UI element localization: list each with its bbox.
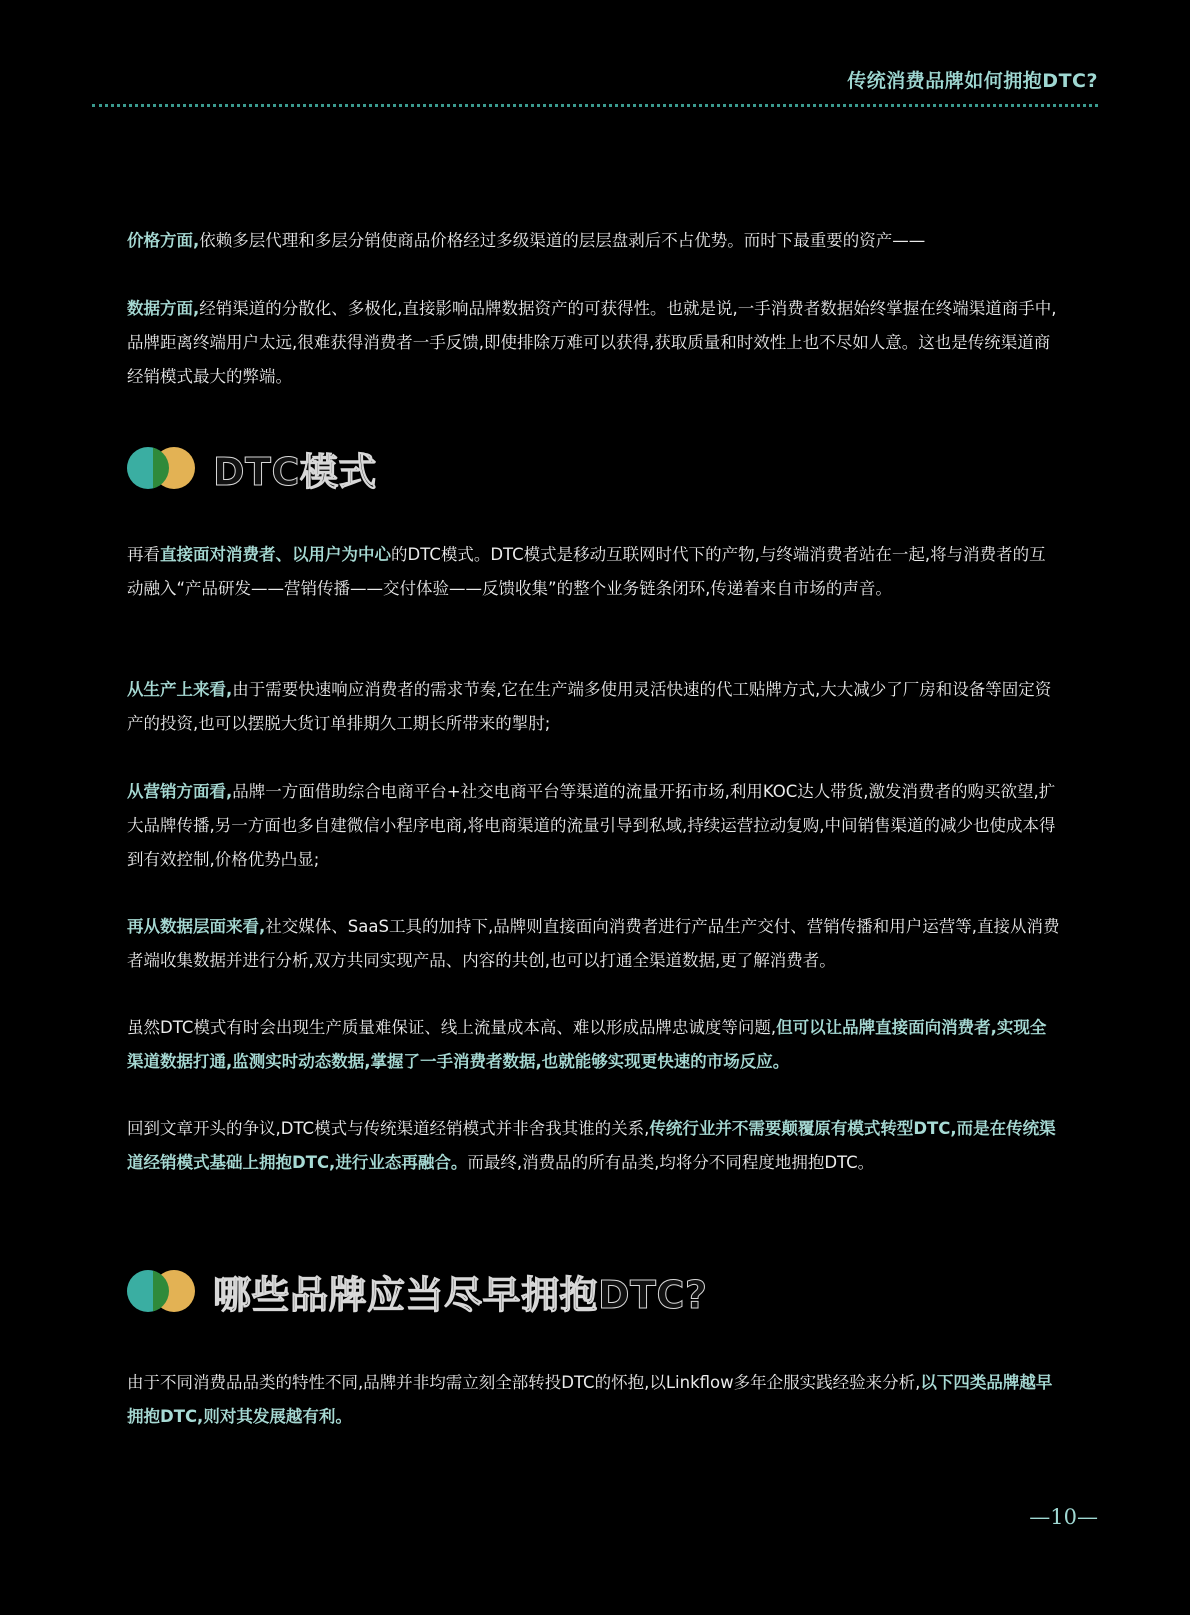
paragraph-lead: 再从数据层面来看, xyxy=(127,917,266,936)
paragraph-conclusion xyxy=(127,1112,1062,1180)
page-number: —10— xyxy=(1029,1505,1098,1529)
section-heading-dtc-model xyxy=(127,443,377,493)
paragraph-text: 由于需要快速响应消费者的需求节奏,它在生产端多使用灵活快速的代工贴牌方式,大大减少了厂房和设备等固定资产的投资,也可以摆脱大货订单排期久工期长所带来的掣肘; xyxy=(127,680,1052,733)
paragraph-lead: 从生产上来看, xyxy=(127,680,233,699)
paragraph-text: 的DTC模式。DTC模式是移动互联网时代下的产物,与终端消费者站在一起,将与消费者的互动融入“产品研发——营销传播——交付体验——反馈收集”的整个业务链条闭环,传递着来自市场的声音。 xyxy=(127,545,1046,598)
paragraph-highlight: 直接面对消费者、以用户为中心 xyxy=(160,545,391,564)
overlapping-circles-icon xyxy=(127,447,195,489)
paragraph-text: 回到文章开头的争议,DTC模式与传统渠道经销模式并非舍我其谁的关系, xyxy=(127,1119,650,1138)
paragraph-highlight: 以下四类品牌越早拥抱DTC,则对其发展越有利。 xyxy=(127,1373,1053,1426)
paragraph-text: 社交媒体、SaaS工具的加持下,品牌则直接面向消费者进行产品生产交付、营销传播和用户运营等,直接从消费者端收集数据并进行分析,双方共同实现产品、内容的共创,也可以打通全渠道数据,更了解消费者。 xyxy=(127,917,1060,970)
paragraph-data-level xyxy=(127,910,1062,978)
paragraph-production xyxy=(127,673,1062,741)
paragraph-text: 依赖多层代理和多层分销使商品价格经过多级渠道的层层盘剥后不占优势。而时下最重要的资产—— xyxy=(199,231,926,250)
paragraph-data xyxy=(127,292,1062,394)
paragraph-highlight: 传统行业并不需要颠覆原有模式转型DTC,而是在传统渠道经销模式基础上拥抱DTC,进行业态再融合。 xyxy=(127,1119,1056,1172)
paragraph-lead: 从营销方面看, xyxy=(127,782,233,801)
paragraph-highlight: 但可以让品牌直接面向消费者,实现全渠道数据打通,监测实时动态数据,掌握了一手消费者数据,也就能够实现更快速的市场反应。 xyxy=(127,1018,1047,1071)
paragraph-text: 由于不同消费品品类的特性不同,品牌并非均需立刻全部转投DTC的怀抱,以Linkflow多年企服实践经验来分析, xyxy=(127,1373,921,1392)
paragraph-price xyxy=(127,224,1062,258)
section-title: DTC模式 xyxy=(213,449,377,494)
paragraph-dtc-intro xyxy=(127,538,1062,606)
paragraph-text: 再看 xyxy=(127,545,160,564)
running-header-title: 传统消费品牌如何拥抱DTC? xyxy=(847,70,1098,92)
paragraph-lead: 价格方面, xyxy=(127,231,200,250)
paragraph-text: 虽然DTC模式有时会出现生产质量难保证、线上流量成本高、难以形成品牌忠诚度等问题, xyxy=(127,1018,777,1037)
section-heading-which-brands xyxy=(127,1266,707,1316)
header-dotted-divider xyxy=(92,104,1098,107)
paragraph-text: 经销渠道的分散化、多极化,直接影响品牌数据资产的可获得性。也就是说,一手消费者数据始终掌握在终端渠道商手中,品牌距离终端用户太远,很难获得消费者一手反馈,即使排除万难可以获得,获取质量和时效性上也不尽如人意。这也是传统渠道商经销模式最大的弊端。 xyxy=(127,299,1057,386)
section-title: 哪些品牌应当尽早拥抱DTC? xyxy=(213,1272,708,1317)
paragraph-lead: 数据方面, xyxy=(127,299,200,318)
paragraph-text: 品牌一方面借助综合电商平台+社交电商平台等渠道的流量开拓市场,利用KOC达人带货,激发消费者的购买欲望,扩大品牌传播,另一方面也多自建微信小程序电商,将电商渠道的流量引导到私域,持续运营拉动复购,中间销售渠道的减少也使成本得到有效控制,价格优势凸显; xyxy=(127,782,1056,869)
overlapping-circles-icon xyxy=(127,1270,195,1312)
paragraph-dtc-pros-cons xyxy=(127,1011,1062,1079)
paragraph-four-brand-types xyxy=(127,1366,1062,1434)
paragraph-text: 而最终,消费品的所有品类,均将分不同程度地拥抱DTC。 xyxy=(467,1153,875,1172)
paragraph-marketing xyxy=(127,775,1062,877)
